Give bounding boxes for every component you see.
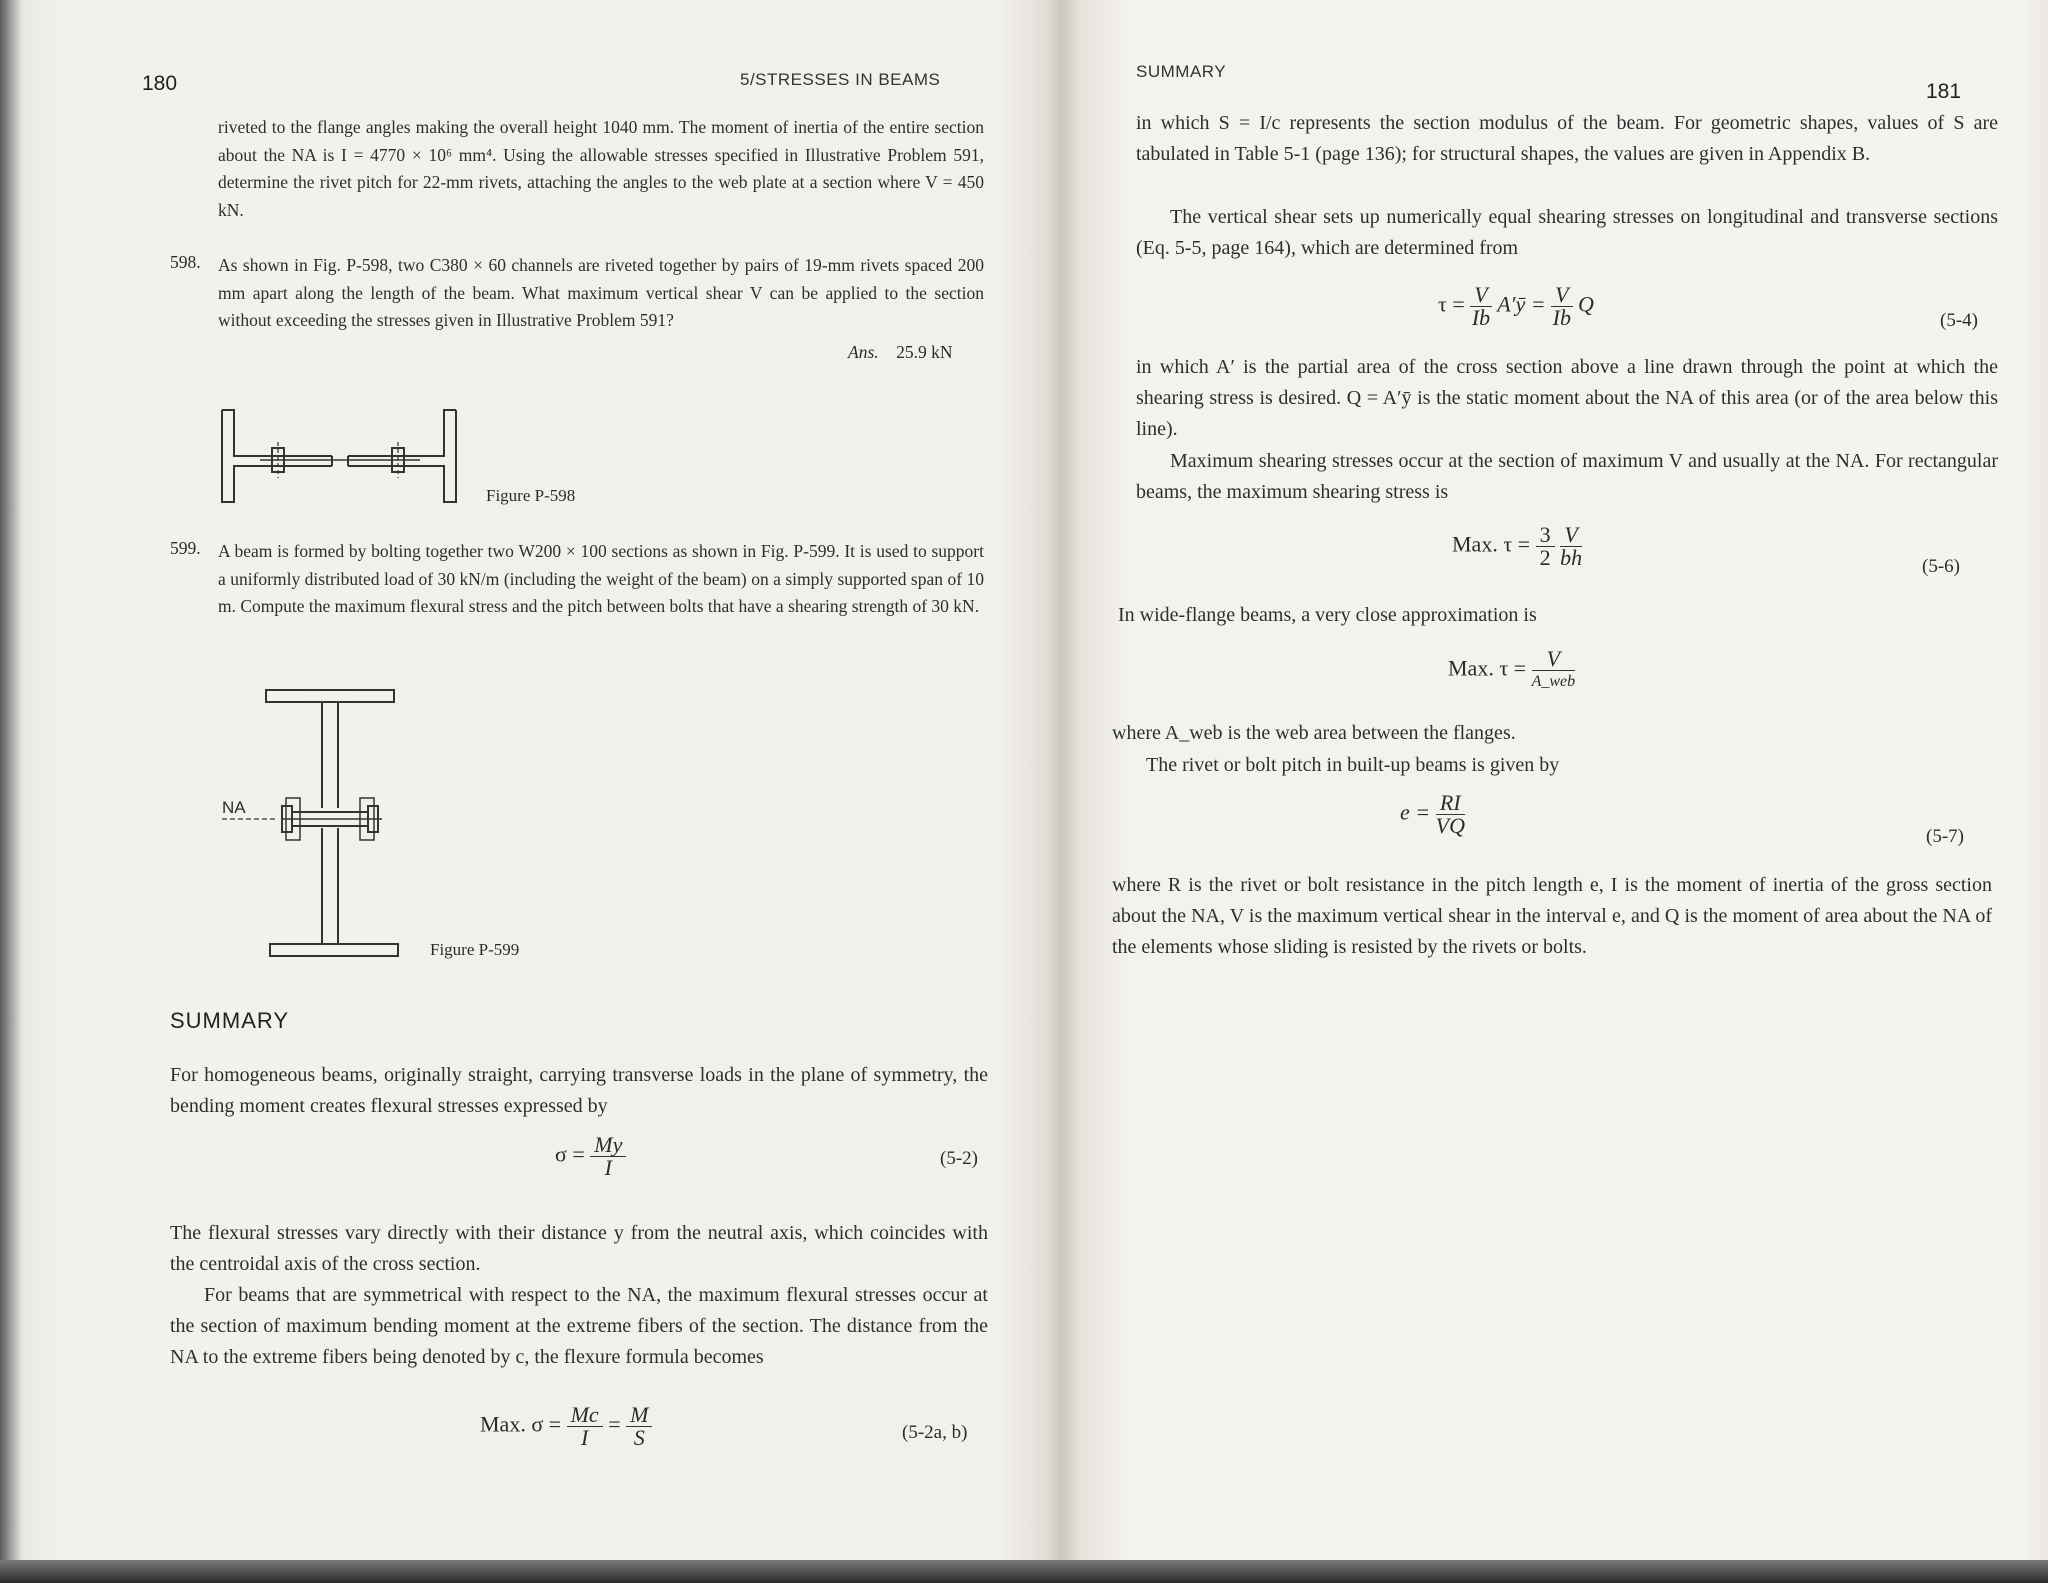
eq-5-6-num2: V <box>1560 524 1582 547</box>
equation-5-2 <box>555 1134 626 1179</box>
running-head-left: 5/STRESSES IN BEAMS <box>740 70 941 89</box>
answer-value: 25.9 kN <box>896 342 953 362</box>
eq-5-4-mid: A′ȳ = <box>1497 291 1546 317</box>
right-page <box>1060 0 2048 1583</box>
eq-5-2ab-fraction-1 <box>567 1404 603 1449</box>
page-number-right: 181 <box>1926 80 1962 103</box>
right-paragraph-7: The rivet or bolt pitch in built-up beams is given by <box>1146 754 1560 776</box>
eq-web-fraction <box>1532 648 1576 693</box>
eq-5-7-numerator: RI <box>1436 792 1465 815</box>
intro-paragraph: riveted to the flange angles making the overall height 1040 mm. The moment of inertia of the entire section about the NA is I = 4770 × 10⁶ mm⁴. Using the allowable stresses specified in Illustrative Problem 591, determine the rivet pitch for 22-mm rivets, attaching the angles to the web plate at a section where V = 450 kN. <box>218 117 984 220</box>
answer-label: Ans. <box>848 342 879 362</box>
eq-5-6-lhs: Max. τ = <box>1452 531 1531 557</box>
equation-web <box>1448 648 1575 693</box>
problem-598-text: As shown in Fig. P-598, two C380 × 60 channels are riveted together by pairs of 19-mm rivets spaced 200 mm apart along the length of the beam. What maximum vertical shear V can be applied to the section without exceeding the stresses given in Illustrative Problem 591? <box>218 255 984 330</box>
figure-p599-drawing <box>222 688 402 960</box>
equation-5-2ab <box>480 1404 652 1449</box>
right-paragraph-5: In wide-flange beams, a very close approximation is <box>1118 604 1537 626</box>
eq-5-4-fraction-1 <box>1470 284 1491 329</box>
eq-web-numerator: V <box>1532 648 1576 671</box>
eq-5-6-fraction-2 <box>1560 524 1582 569</box>
eq-5-2ab-num2: M <box>626 1404 652 1427</box>
eq-5-4-den2: Ib <box>1552 305 1571 330</box>
eq-5-4-num1: V <box>1470 284 1491 307</box>
equation-5-4 <box>1438 284 1594 329</box>
eq-5-2ab-den1: I <box>580 1425 589 1450</box>
eq-web-lhs: Max. τ = <box>1448 655 1527 681</box>
summary-paragraph-1: For homogeneous beams, originally straight, carrying transverse loads in the plane of symmetry, the bending moment creates flexural stresses expressed by <box>170 1064 988 1117</box>
equation-5-4-number: (5-4) <box>1940 310 1978 331</box>
eq-web-denominator: A_web <box>1531 673 1576 690</box>
summary-section-title: SUMMARY <box>170 1008 290 1033</box>
eq-5-7-denominator: VQ <box>1435 813 1465 838</box>
eq-5-2-lhs: σ = <box>555 1141 585 1167</box>
right-paragraph-8: where R is the rivet or bolt resistance in the pitch length e, I is the moment of inertia of the gross section about the NA, V is the maximum vertical shear in the interval e, and Q is the moment of area about the NA of the elements whose sliding is resisted by the rivets or bolts. <box>1112 874 1992 958</box>
running-head-right: SUMMARY <box>1136 62 1227 81</box>
eq-5-2ab-fraction-2 <box>626 1404 652 1449</box>
eq-5-2ab-den2: S <box>633 1425 645 1450</box>
eq-5-7-lhs: e = <box>1400 799 1431 825</box>
eq-5-2ab-num1: Mc <box>567 1404 603 1427</box>
eq-5-6-den2: bh <box>1560 545 1583 570</box>
eq-5-2-numerator: My <box>590 1134 626 1157</box>
right-paragraph-1: in which S = I/c represents the section modulus of the beam. For geometric shapes, values of S are tabulated in Table 5-1 (page 136); for structural shapes, the values are given in Appendix B. <box>1136 112 1998 165</box>
figure-p598-caption: Figure P-598 <box>486 486 576 505</box>
equation-5-6 <box>1452 524 1582 569</box>
eq-5-2ab-lhs: Max. σ = <box>480 1411 562 1437</box>
figure-p599-na-label: NA <box>222 798 246 817</box>
right-paragraph-3: in which A′ is the partial area of the cross section above a line drawn through the point at which the shearing stress is desired. Q = A′ȳ is the static moment about the NA of this area (or of the area below this line). <box>1136 356 1998 440</box>
equation-5-7 <box>1400 792 1465 837</box>
summary-paragraph-3: For beams that are symmetrical with respect to the NA, the maximum flexural stresses occur at the section of maximum bending moment at the extreme fibers of the section. The distance from the NA to the extreme fibers being denoted by c, the flexure formula becomes <box>170 1284 988 1368</box>
equation-5-7-number: (5-7) <box>1926 826 1964 847</box>
equation-5-6-number: (5-6) <box>1922 556 1960 577</box>
problem-599-text: A beam is formed by bolting together two W200 × 100 sections as shown in Fig. P-599. It is used to support a uniformly distributed load of 30 kN/m (including the weight of the beam) on a simply supported span of 10 m. Compute the maximum flexural stress and the pitch between bolts that have a shearing strength of 30 kN. <box>218 541 984 616</box>
eq-5-4-num2: V <box>1551 284 1572 307</box>
eq-5-6-den1: 2 <box>1539 545 1551 570</box>
right-paragraph-6: where A_web is the web area between the flanges. <box>1112 722 1516 744</box>
figure-p598-drawing <box>220 408 460 504</box>
figure-p599-caption: Figure P-599 <box>430 940 520 959</box>
equation-5-2ab-number: (5-2a, b) <box>902 1422 968 1443</box>
problem-598-number: 598. <box>170 252 201 272</box>
right-paragraph-2: The vertical shear sets up numerically equal shearing stresses on longitudinal and transverse sections (Eq. 5-5, page 164), which are determined from <box>1136 206 1998 259</box>
eq-5-6-fraction-1 <box>1536 524 1555 569</box>
book-bottom-edge <box>0 1560 2048 1583</box>
eq-5-2-denominator: I <box>604 1155 612 1180</box>
eq-5-2ab-equals: = <box>608 1411 621 1437</box>
right-paragraph-4: Maximum shearing stresses occur at the section of maximum V and usually at the NA. For rectangular beams, the maximum shearing stress is <box>1136 450 1998 503</box>
eq-5-4-tail: Q <box>1578 291 1594 317</box>
eq-5-6-num1: 3 <box>1536 524 1555 547</box>
eq-5-4-fraction-2 <box>1551 284 1572 329</box>
equation-5-2-number: (5-2) <box>940 1148 978 1169</box>
eq-5-4-den1: Ib <box>1471 305 1491 330</box>
page-number-left: 180 <box>142 72 178 95</box>
eq-5-7-fraction <box>1436 792 1465 837</box>
problem-599-number: 599. <box>170 538 201 558</box>
eq-5-4-lhs: τ = <box>1438 291 1465 317</box>
summary-paragraph-2: The flexural stresses vary directly with their distance y from the neutral axis, which coincides with the centroidal axis of the cross section. <box>170 1222 988 1275</box>
problem-598-answer <box>848 342 953 363</box>
eq-5-2-fraction <box>590 1134 626 1179</box>
